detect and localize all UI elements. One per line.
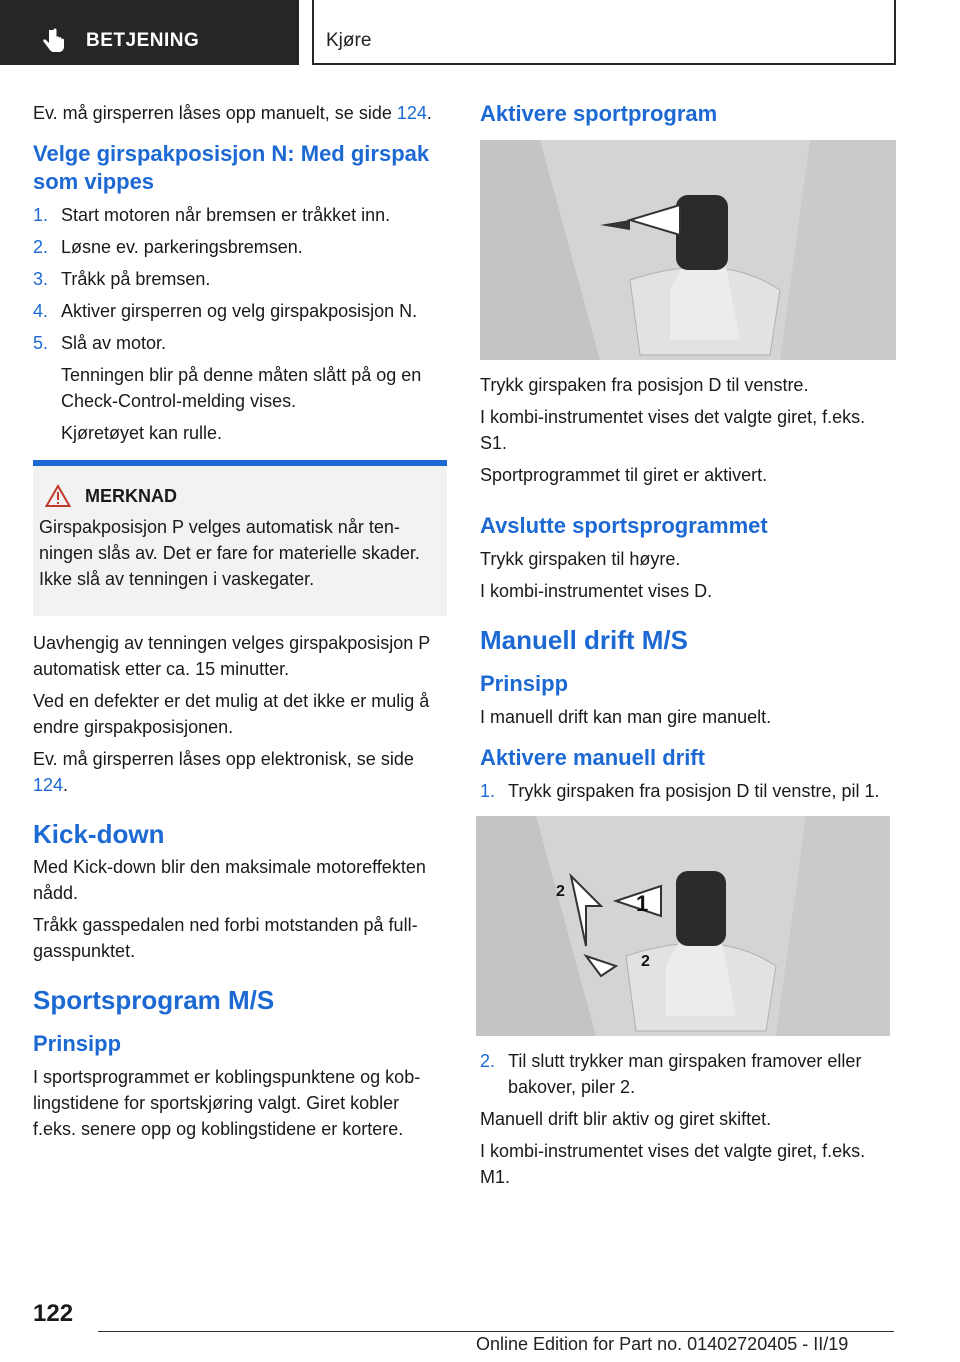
heading-manual-mode: Manuell drift M/S	[480, 625, 688, 655]
list-item: 2. Løsne ev. parkeringsbremsen.	[33, 237, 303, 257]
neutral-steps	[33, 202, 447, 356]
heading-activate-sport: Aktivere sportprogram	[480, 101, 718, 126]
heading-principle: Prinsipp	[480, 671, 569, 696]
paragraph: I kombi-instrumentet vises det valgte giret, f.eks. M1.	[480, 1141, 866, 1187]
manual-steps-continued	[480, 1048, 896, 1100]
notice-box	[33, 460, 447, 616]
paragraph: Uavhengig av tenningen velges girspakposisjon P automatisk etter ca. 15 minutter.	[33, 633, 430, 679]
chapter-tab	[312, 0, 896, 65]
notice-text: Girspakposisjon P velges automatisk når tenningen slås av. Det er fare for materielle skader. Ikke slå av tenningen i vaskegater.	[39, 517, 420, 589]
list-item: 1. Start motoren når bremsen er tråkket inn.	[33, 205, 391, 225]
notice-title: MERKNAD	[85, 485, 177, 506]
paragraph: Trykk girspaken til høyre.	[480, 549, 681, 569]
warning-triangle-icon	[45, 484, 71, 508]
footer-rule	[98, 1331, 894, 1332]
paragraph: Trykk girspaken fra posisjon D til venstre.	[480, 375, 809, 395]
heading-kickdown: Kick-down	[33, 819, 165, 849]
arrow-label: 2	[641, 953, 650, 970]
arrow-label: 2	[556, 883, 565, 900]
section-label: BETJENING	[86, 30, 200, 51]
paragraph: Tråkk gasspedalen ned forbi motstanden på fullgasspunktet.	[33, 915, 418, 961]
list-item: 1. Trykk girspaken fra posisjon D til venstre, pil 1.	[480, 781, 880, 801]
section-tab	[0, 0, 299, 65]
list-item: 5. Slå av motor.	[33, 333, 167, 353]
page-number: 122	[33, 1300, 74, 1327]
chapter-label: Kjøre	[326, 30, 372, 51]
step-note: Tenningen blir på denne måten slått på og en Check-Control-melding vises.	[61, 365, 422, 411]
paragraph: Ved en defekter er det mulig at det ikke er mulig å endre girspakposisjonen.	[33, 691, 430, 737]
list-item: 4. Aktiver girsperren og velg girspakposisjon N.	[33, 301, 418, 321]
paragraph: I kombi-instrumentet vises D.	[480, 581, 713, 601]
arrow-label: 1	[636, 891, 649, 916]
gear-lever-illustration	[480, 140, 896, 360]
heading-exit-sport: Avslutte sportsprogrammet	[480, 513, 768, 538]
heading-principle: Prinsipp	[33, 1031, 122, 1056]
gear-lever-figure-manual	[476, 816, 890, 1036]
heading-select-neutral: Velge girspakposisjon N: Med girspak som vippes	[33, 141, 430, 194]
list-item: 3. Tråkk på bremsen.	[33, 269, 211, 289]
paragraph: I kombi-instrumentet vises det valgte giret, f.eks. S1.	[480, 407, 866, 453]
edition-text: Online Edition for Part no. 01402720405 - II/19	[476, 1334, 849, 1354]
paragraph: Ev. må girsperren låses opp elektronisk, se side 124.	[33, 749, 414, 795]
manual-steps	[480, 778, 896, 804]
paragraph: Sportprogrammet til giret er aktivert.	[480, 465, 768, 485]
left-column	[33, 100, 447, 1148]
paragraph: Manuell drift blir aktiv og giret skiftet.	[480, 1109, 772, 1129]
hand-pointer-icon	[40, 27, 68, 55]
step-note: Kjøretøyet kan rulle.	[61, 423, 223, 443]
heading-activate-manual: Aktivere manuell drift	[480, 745, 705, 770]
intro-paragraph: Ev. må girsperren låses opp manuelt, se side 124.	[33, 103, 432, 123]
page-link[interactable]: 124	[33, 775, 64, 795]
paragraph: I manuell drift kan man gire manuelt.	[480, 707, 772, 727]
gear-lever-illustration	[476, 816, 890, 1036]
gear-lever-figure-sport	[480, 140, 896, 360]
right-column	[480, 100, 896, 1196]
list-item: 2. Til slutt trykker man girspaken framover eller bakover, piler 2.	[480, 1051, 862, 1097]
page-link[interactable]: 124	[396, 103, 427, 123]
paragraph: Med Kick-down blir den maksimale motoreffekten nådd.	[33, 857, 426, 903]
paragraph: I sportsprogrammet er koblingspunktene og koblingstidene for sportskjøring valgt. Giret kobler f.eks. senere opp og koblingstidene er kortere.	[33, 1067, 421, 1139]
heading-sport-program: Sportsprogram M/S	[33, 985, 275, 1015]
